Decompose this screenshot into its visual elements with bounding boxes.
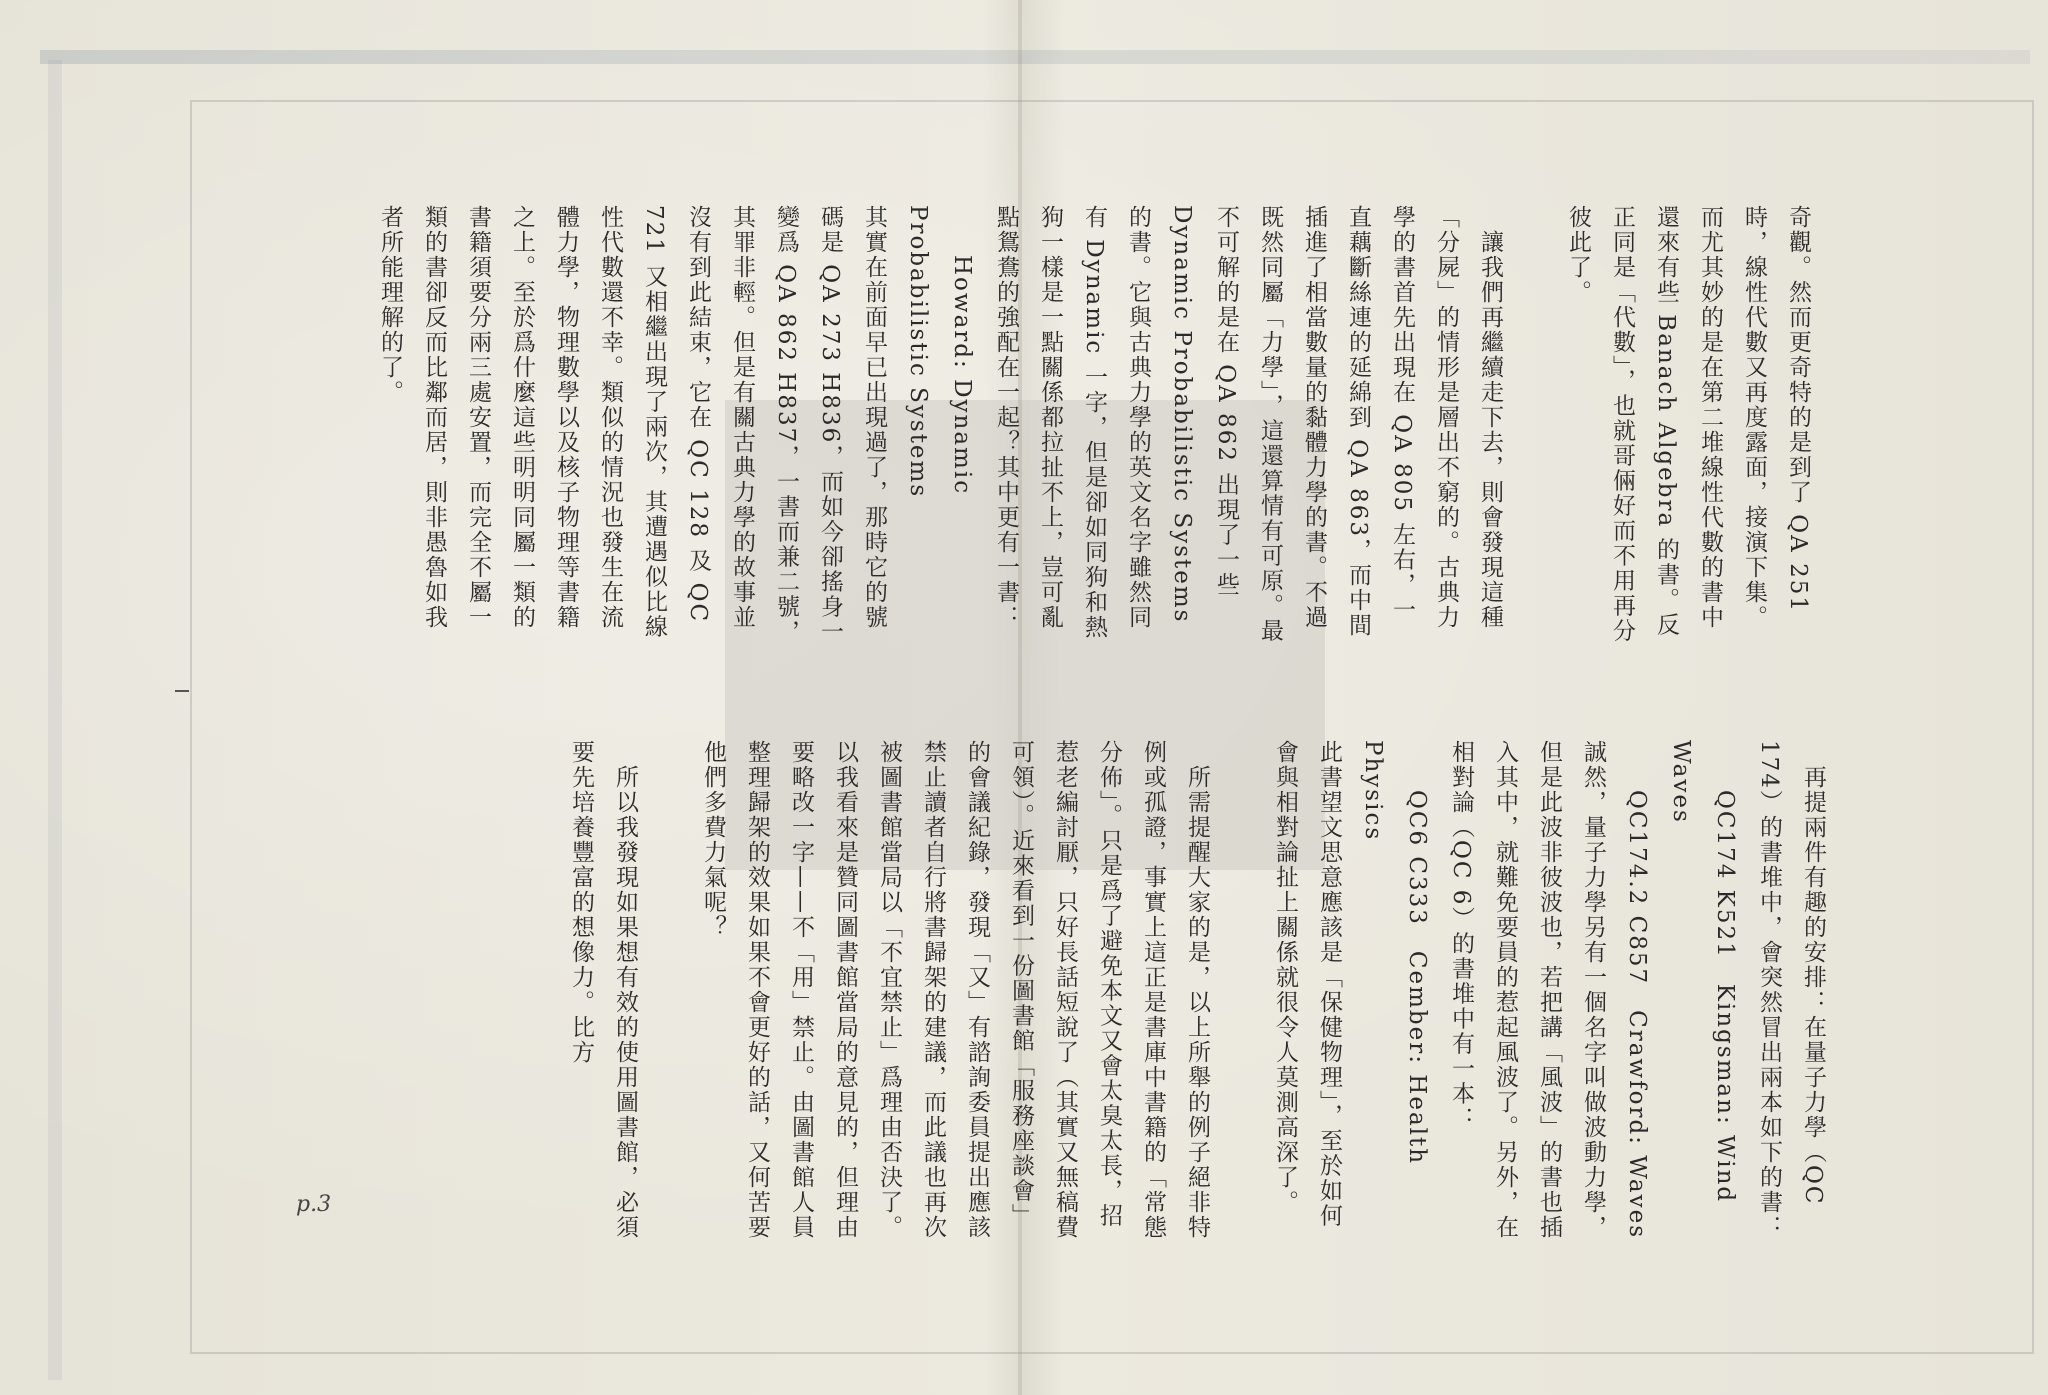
lower-text-block: 再提兩件有趣的安排：在量子力學（QC 174）的書堆中，會突然冒出兩本如下的書： QC174 K521 Kingsman: Wind Waves QC174.2 C857 Crawford: Waves 誠然，量子力學另有一個名字叫做波動力學，但是此波非彼波也，若把講「風波」的書也插入其中，就難免要員的惹起風波了。另外，在相對論（QC 6）的書堆中有一本： QC6 C333 Cember: Health Physics 此書望文思意應該是「保健物理」，至於如何會與相對論扯上關係就很令人莫測高深了。 所需提醒大家的是，以上所舉的例子絕非特例或孤證，事實上這正是書庫中書籍的「常態分佈」。只是爲了避免本文又會太臭太長，招惹老編討厭，只好長話短說了（其實又無稿費可領）。近來看到一份圖書館「服務座談會」的會議紀錄，發現「又」有諮詢委員提出應該禁止讀者自行將書歸架的建議，而此議也再次被圖書館當局以「不宜禁止」爲理由否決了。以我看來是贊同圖書館當局的意見的，但理由要略改一字——不「用」禁止。由圖書館人員整理歸架的效果如果不會更好的話，又何苦要他們多費力氣呢？ 所以我發現如果想有效的使用圖書館，必須要先培養豐富的想像力。比方 [568,740,1826,1240]
top-ink-band [40,50,2030,64]
left-ink-band [48,60,62,1380]
upper-text-block: 奇觀。然而更奇特的是到了 QA 251 時，線性代數又再度露面，接演下集。而尤其妙的是在第二堆線性代數的書中還來有些 Banach Algebra 的書。反正同是「代數」，也就哥倆好而不用再分彼此了。 讓我們再繼續走下去，則會發現這種「分屍」的情形是層出不窮的。古典力學的書首先出現在 QA 805 左右，一直藕斷絲連的延綿到 QA 863，而中間插進了相當數量的黏體力學的書。不過既然同屬「力學」，這還算情有可原。最不可解的是在 QA 862 出現了一些 Dynamic Probabilistic Systems 的書。它與古典力學的英文名字雖然同有 Dynamic 一字，但是卻如同狗和熱狗一樣是一點關係都拉扯不上，豈可亂點鴛鴦的強配在一起？其中更有一書： Howard: Dynamic Probabilistic Systems 其實在前面早已出現過了，那時它的號碼是 QA 273 H836，而如今卻搖身一變爲 QA 862 H837，一書而兼二號，其罪非輕。但是有關古典力學的故事並沒有到此結束，它在 QC 128 及 QC 721 又相繼出現了兩次，其遭遇似比線性代數還不幸。類似的情況也發生在流體力學，物理數學以及核子物理等書籍之上。至於爲什麼這些明明同屬一類的書籍須要分兩三處安置，而完全不屬一類的書卻反而比鄰而居，則非愚魯如我者所能理解的了。 [377,205,1811,645]
handwritten-page-number: p.3 [296,1192,332,1217]
margin-mark [175,690,189,692]
